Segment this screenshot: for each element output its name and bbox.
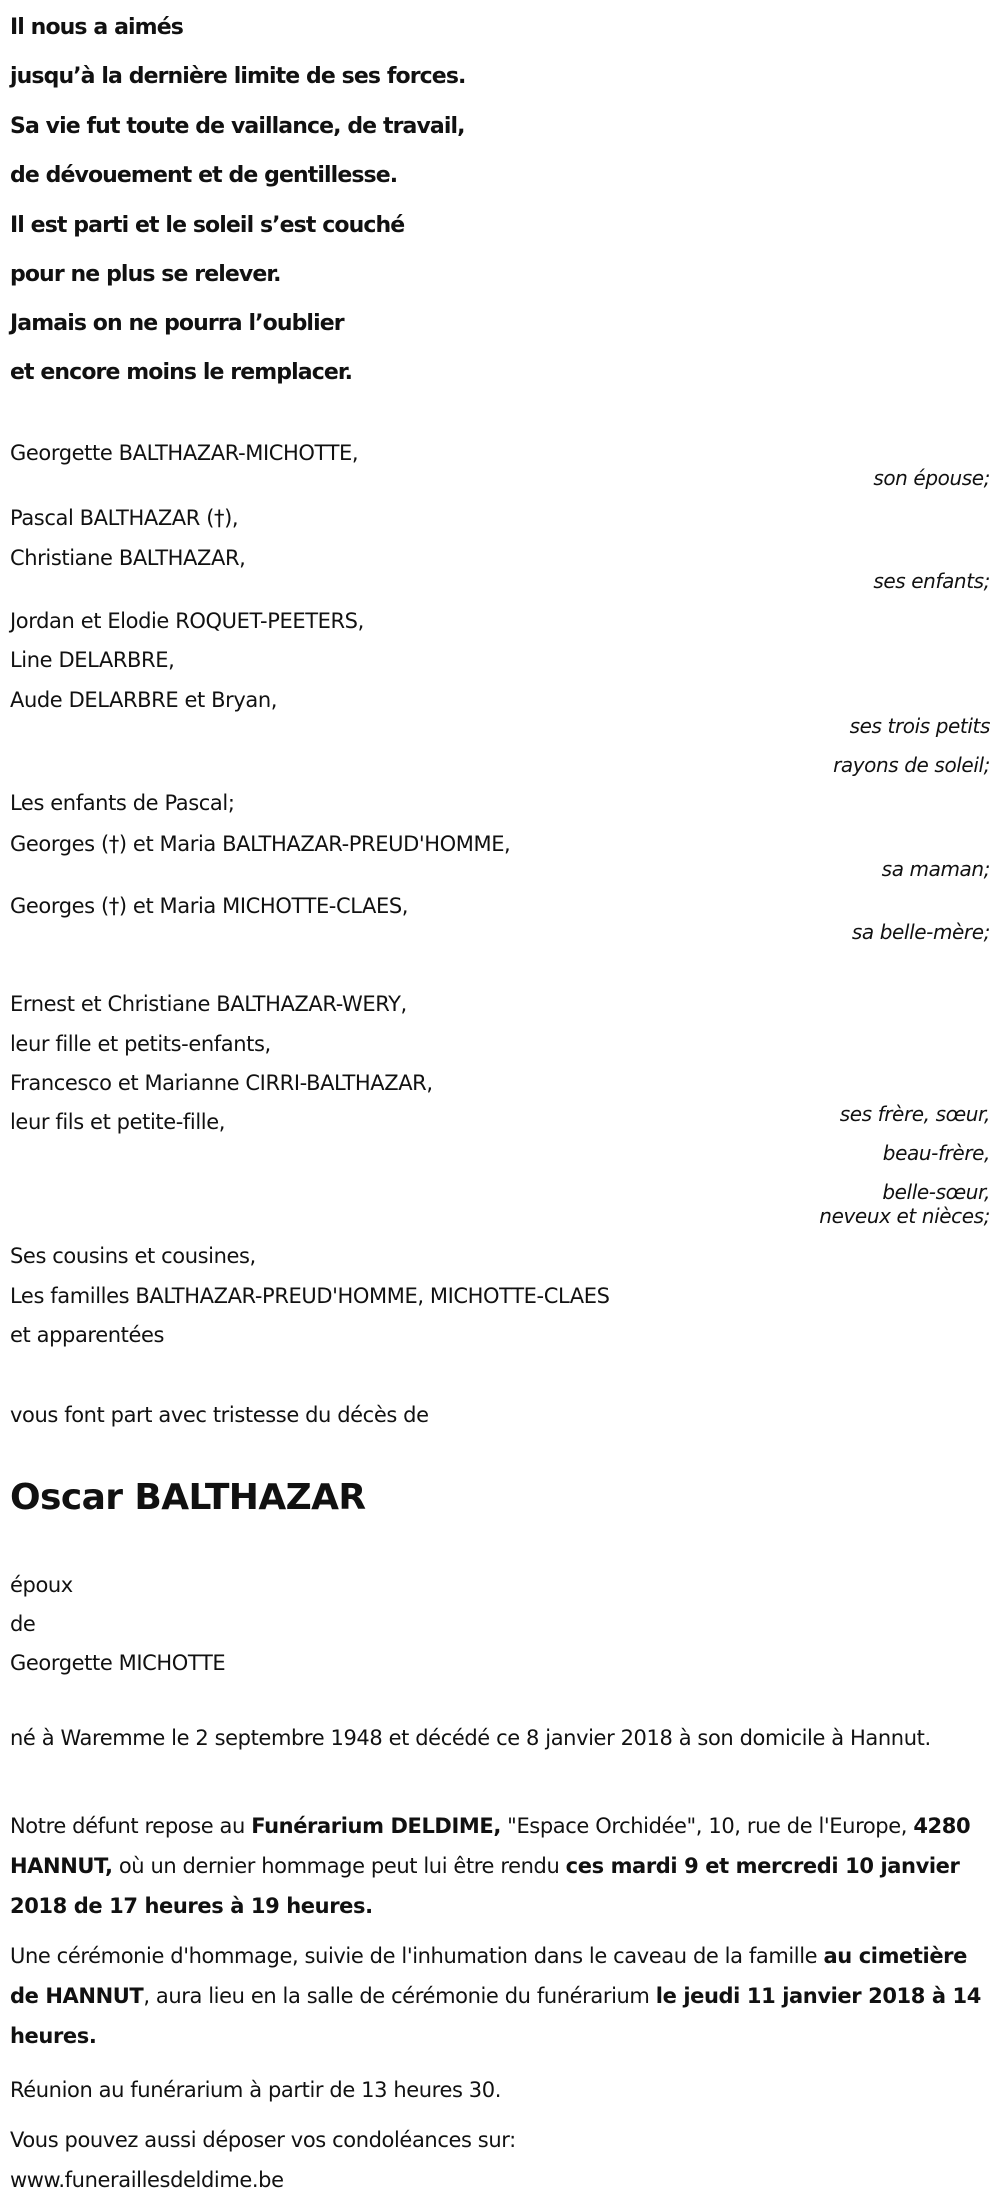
repose-text: "Espace Orchidée", 10, rue de l'Europe, (500, 1814, 914, 1838)
funeral-home-city: 4280 HANNUT, (10, 1814, 971, 1878)
poem-line: Jamais on ne pourra l’oublier (10, 311, 344, 336)
family-member-line: Georges (†) et Maria BALTHAZAR-PREUD'HOMME, (10, 832, 511, 856)
funeral-home-name: Funérarium DELDIME, (251, 1814, 501, 1838)
poem-line: Il nous a aimés (10, 15, 183, 40)
ceremony-text: Une cérémonie d'hommage, suivie de l'inhumation dans le caveau de la famille (10, 1944, 824, 1968)
poem-line: Il est parti et le soleil s’est couché (10, 213, 405, 238)
deceased-name: Oscar BALTHAZAR (10, 1477, 366, 1518)
family-member-line: leur fils et petite-fille, (10, 1110, 226, 1134)
family-member-line: Christiane BALTHAZAR, (10, 546, 246, 570)
repose-paragraph (10, 1806, 985, 1926)
family-member-line: Georgette BALTHAZAR-MICHOTTE, (10, 441, 359, 465)
family-member-line: Aude DELARBRE et Bryan, (10, 688, 278, 712)
relation-label: ses trois petits (849, 714, 990, 738)
ceremony-date: le jeudi 11 janvier 2018 à 14 heures. (10, 1984, 981, 2048)
repose-text: où un dernier hommage peut lui être rendu (112, 1854, 566, 1878)
website-link[interactable]: www.funeraillesdeldime.be (10, 2168, 284, 2192)
condolences-text: Vous pouvez aussi déposer vos condoléances sur: (10, 2128, 516, 2152)
visitation-times: ces mardi 9 et mercredi 10 janvier 2018 de 17 heures à 19 heures. (10, 1854, 960, 1918)
family-member-line: et apparentées (10, 1323, 165, 1347)
poem-line: jusqu’à la dernière limite de ses forces. (10, 64, 466, 89)
family-member-line: leur fille et petits-enfants, (10, 1032, 271, 1056)
cemetery-location: au cimetière de HANNUT (10, 1944, 967, 2008)
family-member-line: Francesco et Marianne CIRRI-BALTHAZAR, (10, 1071, 433, 1095)
relation-label: son épouse; (873, 466, 990, 490)
poem-line: et encore moins le remplacer. (10, 360, 353, 385)
family-member-line: Jordan et Elodie ROQUET-PEETERS, (10, 609, 364, 633)
birth-death-paragraph: né à Waremme le 2 septembre 1948 et décédé ce 8 janvier 2018 à son domicile à Hannut. (10, 1726, 931, 1750)
spouse-line: époux (10, 1573, 73, 1597)
relation-label: neveux et nièces; (819, 1204, 990, 1228)
ceremony-text: , aura lieu en la salle de cérémonie du funérarium (143, 1984, 656, 2008)
relation-label: sa belle-mère; (851, 920, 990, 944)
family-member-line: Ernest et Christiane BALTHAZAR-WERY, (10, 992, 407, 1016)
poem-line: de dévouement et de gentillesse. (10, 163, 398, 188)
ceremony-paragraph (10, 1936, 985, 2056)
spouse-line: de (10, 1612, 36, 1636)
family-member-line: Les familles BALTHAZAR-PREUD'HOMME, MICHOTTE-CLAES (10, 1284, 610, 1308)
relation-label: sa maman; (881, 857, 990, 881)
relation-label: ses enfants; (873, 569, 990, 593)
poem-line: Sa vie fut toute de vaillance, de travail, (10, 114, 465, 139)
relation-label: rayons de soleil; (833, 753, 990, 777)
relation-label: ses frère, sœur, (839, 1102, 990, 1126)
relation-label: belle-sœur, (882, 1180, 990, 1204)
family-member-line: Ses cousins et cousines, (10, 1244, 256, 1268)
poem-line: pour ne plus se relever. (10, 262, 281, 287)
reunion-text: Réunion au funérarium à partir de 13 heures 30. (10, 2078, 501, 2102)
family-member-line: Georges (†) et Maria MICHOTTE-CLAES, (10, 894, 409, 918)
family-member-line: Line DELARBRE, (10, 648, 175, 672)
family-member-line: Pascal BALTHAZAR (†), (10, 506, 239, 530)
spouse-line: Georgette MICHOTTE (10, 1651, 226, 1675)
family-member-line: Les enfants de Pascal; (10, 791, 235, 815)
repose-text: Notre défunt repose au (10, 1814, 252, 1838)
relation-label: beau-frère, (882, 1141, 990, 1165)
announcement-intro: vous font part avec tristesse du décès de (10, 1403, 429, 1427)
